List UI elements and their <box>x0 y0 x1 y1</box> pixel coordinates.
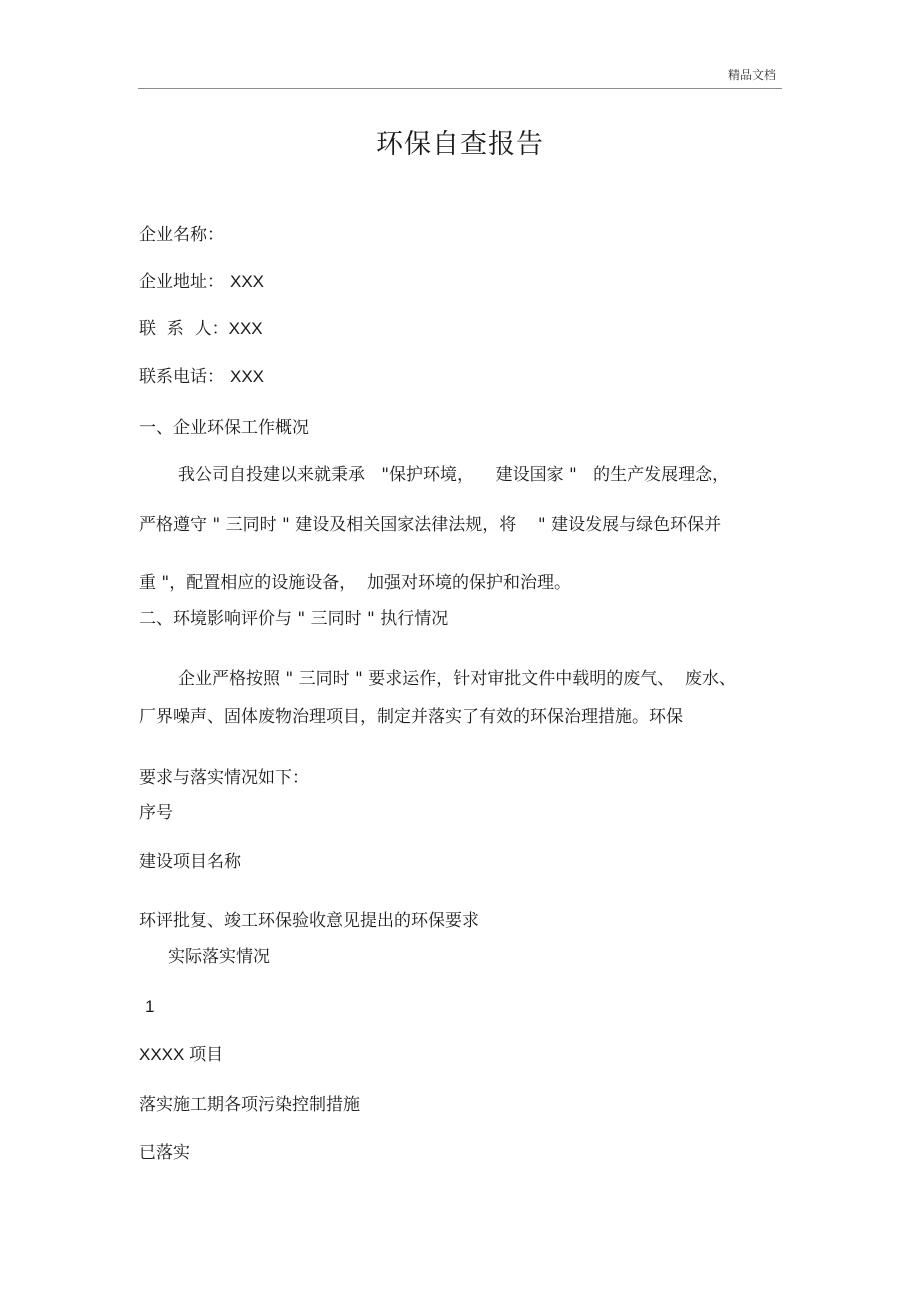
section1-paragraph-line-1: 我公司自投建以来就秉承 "保护环境， 建设国家 " 的生产发展理念， <box>178 465 730 485</box>
company-address-row <box>139 271 264 293</box>
table-row-project <box>139 1044 223 1066</box>
phone-label: 联系电话： <box>139 367 224 387</box>
table-row-project-text: XXXX 项目 <box>139 1045 224 1064</box>
table-header-project: 建设项目名称 <box>139 852 241 872</box>
header-label: 精品文档 <box>727 68 776 82</box>
company-address-value: XXX <box>230 272 265 291</box>
contact-value: XXX <box>228 319 263 338</box>
table-header-index: 序号 <box>139 803 173 823</box>
page-title: 环保自查报告 <box>376 129 544 160</box>
table-row-index: 1 <box>145 997 155 1016</box>
phone-value: XXX <box>230 367 265 386</box>
section2-paragraph-line-2: 厂界噪声、固体废物治理项目，制定并落实了有效的环保治理措施。环保 <box>139 707 683 727</box>
section1-heading: 一、企业环保工作概况 <box>139 418 309 438</box>
contact-row <box>139 318 263 340</box>
company-address-label: 企业地址： <box>139 272 224 292</box>
section2-heading: 二、环境影响评价与 " 三同时 " 执行情况 <box>139 609 449 629</box>
table-header-requirement: 环评批复、竣工环保验收意见提出的环保要求 <box>139 911 479 931</box>
header-divider <box>138 88 782 89</box>
company-name-row <box>139 224 224 246</box>
section2-paragraph-line-3: 要求与落实情况如下： <box>139 768 309 788</box>
section2-paragraph-line-1: 企业严格按照 " 三同时 " 要求运作，针对审批文件中载明的废气、 废水、 <box>178 669 737 689</box>
phone-row <box>139 366 264 388</box>
section1-paragraph-line-3: 重 "，配置相应的设施设备， 加强对环境的保护和治理。 <box>139 573 572 593</box>
section1-paragraph-line-2: 严格遵守 " 三同时 " 建设及相关国家法律法规，将 " 建设发展与绿色环保并 <box>139 515 722 535</box>
contact-label: 联 系 人： <box>139 319 229 339</box>
table-row-requirement: 落实施工期各项污染控制措施 <box>139 1095 360 1115</box>
table-row-status: 已落实 <box>139 1143 190 1163</box>
company-name-label: 企业名称： <box>139 225 224 245</box>
table-header-status: 实际落实情况 <box>168 947 270 967</box>
